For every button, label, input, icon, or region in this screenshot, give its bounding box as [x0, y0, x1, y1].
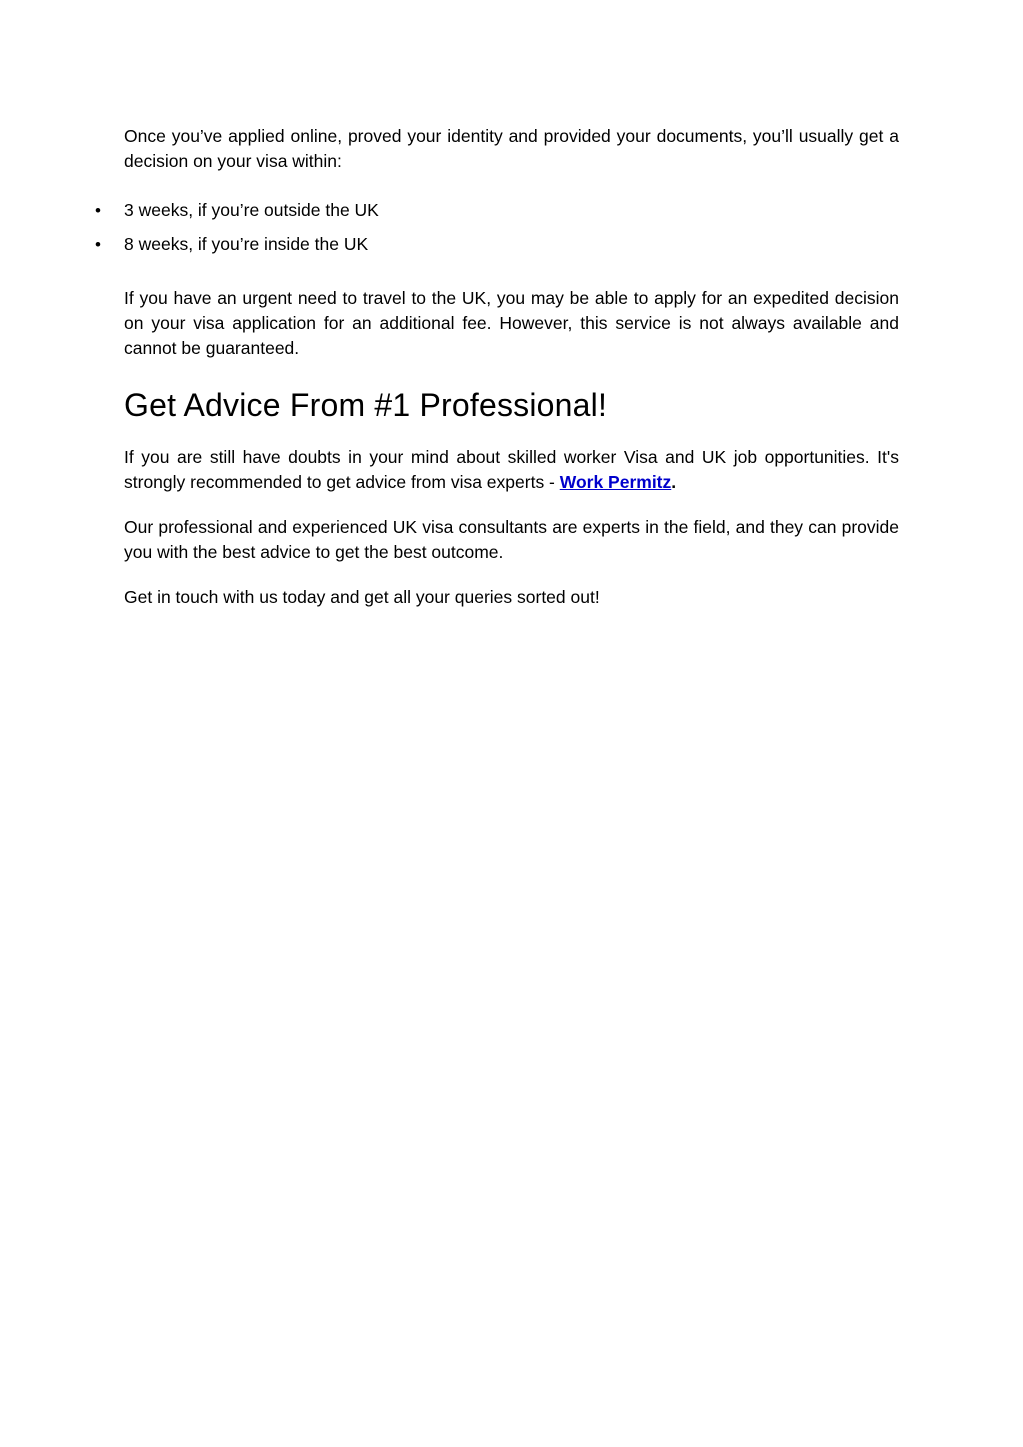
- advice-period: .: [671, 472, 677, 492]
- list-item-text: 3 weeks, if you’re outside the UK: [124, 200, 379, 220]
- list-item: [95, 232, 899, 266]
- document-body: [95, 124, 899, 610]
- section-heading: Get Advice From #1 Professional!: [124, 387, 608, 423]
- advice-paragraph: [124, 445, 899, 495]
- intro-paragraph: Once you’ve applied online, proved your identity and provided your documents, you’ll usually get a decision on your visa within:: [124, 126, 899, 171]
- closing-paragraph: Get in touch with us today and get all your queries sorted out!: [124, 587, 600, 607]
- list-item: [95, 198, 899, 232]
- bullet-icon: •: [95, 201, 101, 220]
- work-permitz-link[interactable]: Work Permitz: [559, 472, 672, 492]
- bullet-icon: •: [95, 235, 101, 254]
- consultants-paragraph: Our professional and experienced UK visa consultants are experts in the field, and they can provide you with the best advice to get the best outcome.: [124, 517, 899, 562]
- advice-text: If you are still have doubts in your mind about skilled worker Visa and UK job opportunities. It's strongly recommended to get advice from visa experts -: [124, 447, 899, 492]
- decision-time-list: [95, 198, 899, 266]
- list-item-text: 8 weeks, if you’re inside the UK: [124, 234, 369, 254]
- urgent-travel-paragraph: If you have an urgent need to travel to the UK, you may be able to apply for an expedited decision on your visa application for an additional fee. However, this service is not always available and cannot be guaranteed.: [124, 288, 899, 358]
